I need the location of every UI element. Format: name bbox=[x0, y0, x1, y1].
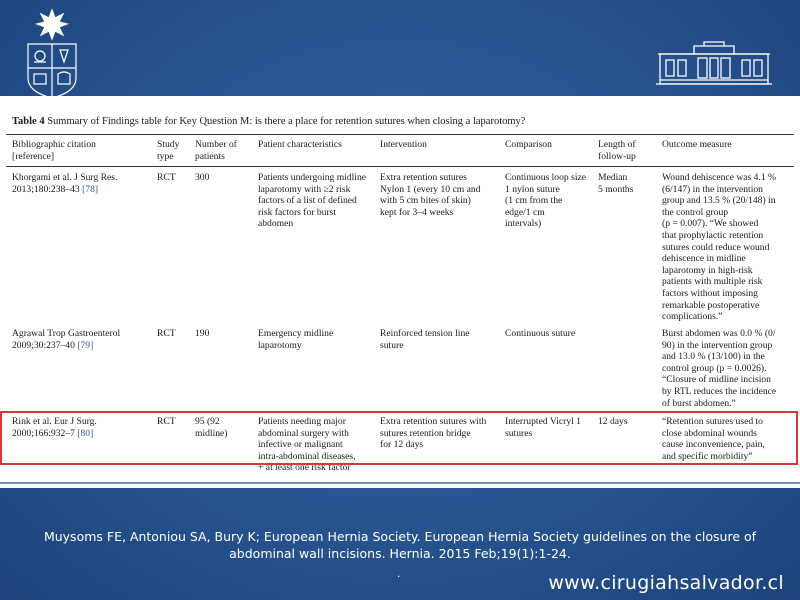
row1-citation bbox=[12, 172, 117, 195]
table-caption: Summary of Findings table for Key Question M: is there a place for retention sutures when closing a laparotomy? bbox=[47, 116, 526, 127]
row2-outcome: Burst abdomen was 0.0 % (0/ 90) in the intervention group and 13.0 % (13/100) in the control group (p = 0.0026). “Closure of midline incision by RTL reduces the incidence of burst abdomen.” bbox=[662, 328, 777, 409]
row1-citation-text: Khorgami et al. J Surg Res. 2013;180:238–43 bbox=[12, 172, 118, 195]
findings-table bbox=[0, 96, 800, 488]
header-intervention: Intervention bbox=[380, 139, 427, 150]
row1-patients: 300 bbox=[195, 172, 210, 183]
header-comparison: Comparison bbox=[505, 139, 552, 150]
header-patients: Number of patients bbox=[195, 139, 237, 162]
header-followup: Length of follow-up bbox=[598, 139, 636, 162]
row1-study-type: RCT bbox=[157, 172, 176, 183]
row1-characteristics: Patients undergoing midline laparotomy with ≥2 risk factors of a list of defined risk factors for burst abdomen bbox=[258, 172, 367, 230]
row2-reference-link[interactable]: [79] bbox=[77, 339, 94, 351]
row2-comparison: Continuous suture bbox=[505, 328, 576, 339]
row3-citation bbox=[12, 416, 97, 439]
row2-characteristics: Emergency midline laparotomy bbox=[258, 328, 334, 351]
row3-patients: 95 (92 midline) bbox=[195, 416, 228, 439]
table-bottom-line bbox=[0, 482, 800, 484]
row3-study-type: RCT bbox=[157, 416, 176, 427]
header-citation: Bibliographic citation [reference] bbox=[12, 139, 96, 162]
row2-study-type: RCT bbox=[157, 328, 176, 339]
row2-citation bbox=[12, 328, 120, 351]
table-title bbox=[12, 116, 525, 127]
row3-intervention: Extra retention sutures with sutures retention bridge for 12 days bbox=[380, 416, 487, 451]
row3-reference-link[interactable]: [80] bbox=[77, 427, 94, 439]
website-url[interactable]: www.cirugiahsalvador.cl bbox=[548, 572, 784, 594]
row1-intervention: Extra retention sutures Nylon 1 (every 10 cm and with 5 cm bites of skin) kept for 3–4 weeks bbox=[380, 172, 481, 218]
row2-intervention: Reinforced tension line suture bbox=[380, 328, 470, 351]
university-crest-icon bbox=[22, 8, 82, 100]
row3-characteristics: Patients needing major abdominal surgery with infective or malignant intra-abdominal diseases, + at least one risk factor bbox=[258, 416, 356, 474]
footer-dot: . bbox=[397, 566, 401, 580]
row3-comparison: Interrupted Vicryl 1 sutures bbox=[505, 416, 581, 439]
header-study-type: Study type bbox=[157, 139, 180, 162]
header-characteristics: Patient characteristics bbox=[258, 139, 342, 150]
header-outcome: Outcome measure bbox=[662, 139, 732, 150]
row1-followup: Median 5 months bbox=[598, 172, 634, 195]
row2-citation-text: Agrawal Trop Gastroenterol 2009;30:237–40 bbox=[12, 328, 121, 351]
row2-patients: 190 bbox=[195, 328, 210, 339]
row1-outcome: Wound dehiscence was 4.1 % (6/147) in the intervention group and 13.5 % (20/148) in the control group (p = 0.007). “We showed that prophylactic retention sutures could reduce wound dehiscence in midline laparotomy in high-risk patients with multiple risk factors without imposing remarkable postoperative complications.” bbox=[662, 172, 777, 323]
table-number: Table 4 bbox=[12, 116, 45, 127]
hospital-building-icon bbox=[654, 40, 774, 86]
table-header-rule bbox=[6, 166, 794, 167]
table-top-rule bbox=[6, 134, 794, 135]
row3-followup: 12 days bbox=[598, 416, 628, 427]
row3-citation-text: Rink et al. Eur J Surg. 2000;166:932–7 bbox=[12, 416, 97, 439]
row1-comparison: Continuous loop size 1 nylon suture (1 cm from the edge/1 cm intervals) bbox=[505, 172, 587, 230]
row3-outcome: “Retention sutures used to close abdominal wounds cause inconvenience, pain, and specific morbidity” bbox=[662, 416, 765, 462]
row1-reference-link[interactable]: [78] bbox=[82, 183, 99, 195]
source-citation: Muysoms FE, Antoniou SA, Bury K; European Hernia Society. European Hernia Society guidelines on the closure of abdominal wall incisions. Hernia. 2015 Feb;19(1):1-24. bbox=[43, 529, 757, 561]
